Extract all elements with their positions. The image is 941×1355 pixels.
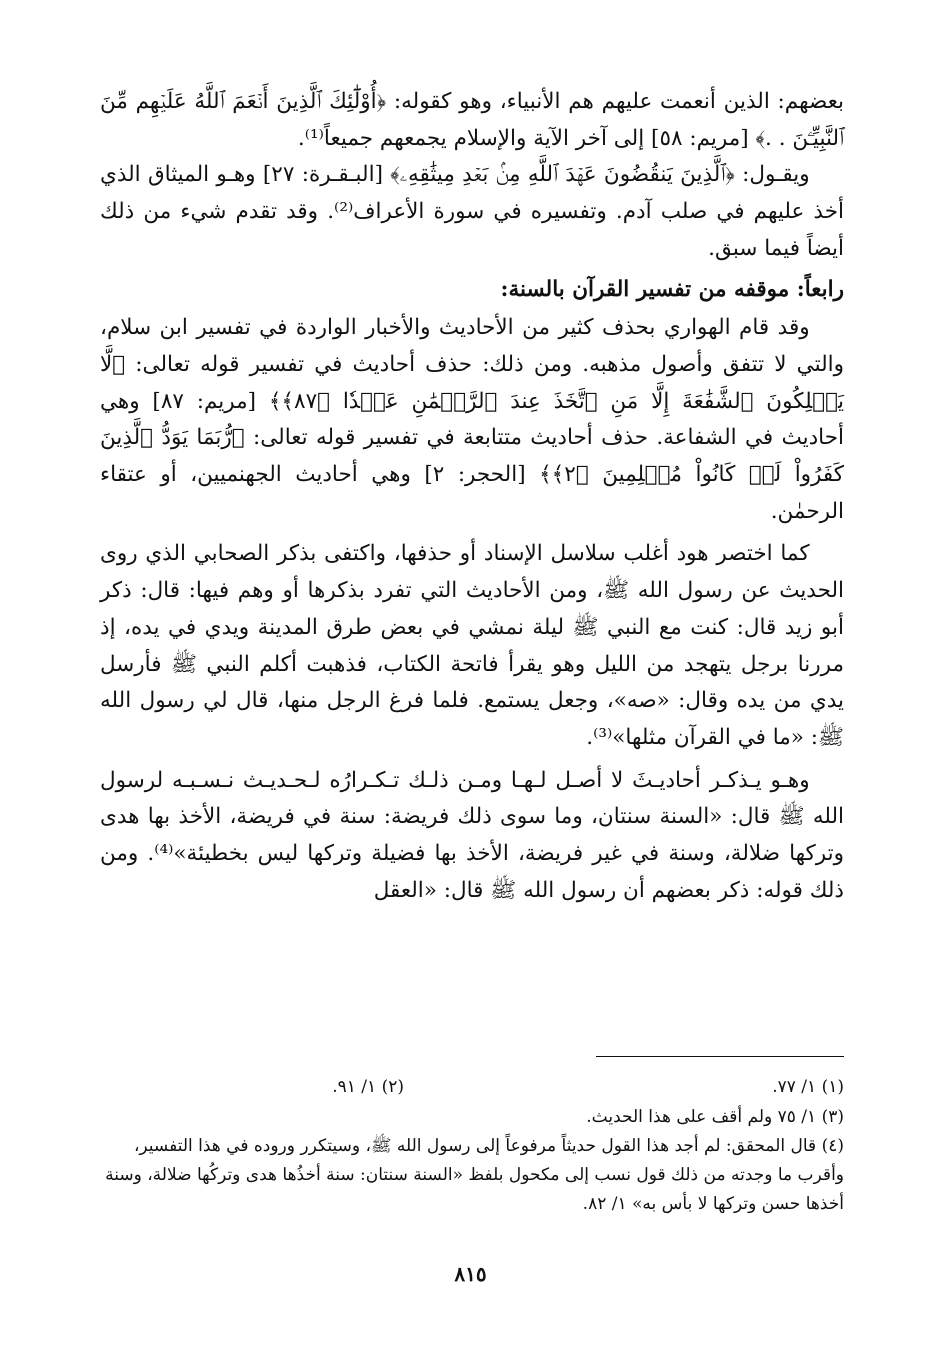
footnote-1: (١) ١/ ٧٧.: [772, 1077, 844, 1097]
section-heading: رابعاً: موقفه من تفسير القرآن بالسنة:: [500, 276, 844, 302]
footnotes: [100, 1072, 844, 1219]
page-number: ٨١٥: [454, 1262, 487, 1286]
paragraph-5: وهـو يـذكـر أحاديـثَ لا أصـل لـهـا ومـن ذلـك تـكـرارُه لـحـديـث نـسـبـه لرسول الله ﷺ قال: «السنة سنتان، وما سوى ذلك فريضة: سنة في فريضة، الأخذ بها هدى وتركها ضلالة، وسنة في غير فريضة، الأخذ بها فضيلة وتركها ليس بخطيئة»⁽⁴⁾. ومن ذلك قوله: ذكر بعضهم أن رسول الله ﷺ قال: «العقل: [100, 767, 844, 903]
paragraph-3: وقد قام الهواري بحذف كثير من الأحاديث والأخبار الواردة في تفسير ابن سلام، والتي لا تتفق وأصول مذهبه. ومن ذلك: حذف أحاديث في تفسير قوله تعالى: ﴿لَّا يَمۡلِكُونَ ٱلشَّفَٰعَةَ إِلَّا مَنِ ٱتَّخَذَ عِندَ ٱلرَّحۡمَٰنِ عَهۡدٗا ﴿٨٧﴾﴾ [مريم: ٨٧] وهي أحاديث في الشفاعة. حذف أحاديث متتابعة في تفسير قوله تعالى: ﴿رُّبَمَا يَوَدُّ ٱلَّذِينَ كَفَرُواْ لَوۡ كَانُواْ مُسۡلِمِينَ ﴿٢﴾﴾ [الحجر: ٢] وهي أحاديث الجهنميين، أو عتقاء الرحمٰن.: [100, 315, 845, 524]
footnote-row-1-2: [100, 1072, 844, 1102]
paragraph-1: بعضهم: الذين أنعمت عليهم هم الأنبياء، وهو كقوله: ﴿أُوْلَٰٓئِكَ ٱلَّذِينَ أَنۡعَمَ ٱللَّهُ عَلَيۡهِم مِّنَ ٱلنَّبِيِّـۧنَ . .﴾ [مريم: ٥٨] إلى آخر الآية والإسلام يجمعهم جميعاً⁽¹⁾.: [100, 89, 844, 151]
paragraph-2: ويقـول: ﴿ٱلَّذِينَ يَنقُضُونَ عَهۡدَ ٱللَّهِ مِنۢ بَعۡدِ مِيثَٰقِهِۦ﴾ [البـقـرة: ٢٧] وهـو الميثاق الذي أخذ عليهم في صلب آدم. وتفسيره في سورة الأعراف⁽²⁾. وقد تقدم شيء من ذلك أيضاً فيما سبق.: [100, 162, 844, 261]
footnote-4: (٤) قال المحقق: لم أجد هذا القول حديثاً مرفوعاً إلى رسول الله ﷺ، وسيتكرر وروده في هذا التفسير، وأقرب ما وجدته من ذلك قول نسب إلى مكحول بلفظ «السنة سنتان: سنة أخذُها هدى وتركُها ضلالة، وسنة أخذها حسن وتركها لا بأس به» ١/ ٨٢.: [105, 1136, 844, 1214]
footnote-separator: [596, 1056, 844, 1057]
main-text: [100, 84, 844, 909]
paragraph-4: كما اختصر هود أغلب سلاسل الإسناد أو حذفها، واكتفى بذكر الصحابي الذي روى الحديث عن رسول الله ﷺ، ومن الأحاديث التي تفرد بذكرها أو وهم فيها: قال: ذكر أبو زيد قال: كنت مع النبي ﷺ ليلة نمشي في بعض طرق المدينة ويدي في يده، إذ مررنا برجل يتهجد من الليل وهو يقرأ فاتحة الكتاب، فذهبت أكلم النبي ﷺ فأرسل يدي من يده وقال: «صه»، وجعل يستمع. فلما فرغ الرجل منها، قال لي رسول الله ﷺ: «ما في القرآن مثلها»⁽³⁾.: [100, 541, 844, 750]
footnote-2: (٢) ١/ ٩١.: [332, 1077, 404, 1097]
footnote-3: (٣) ١/ ٧٥ ولم أقف على هذا الحديث.: [586, 1107, 844, 1127]
